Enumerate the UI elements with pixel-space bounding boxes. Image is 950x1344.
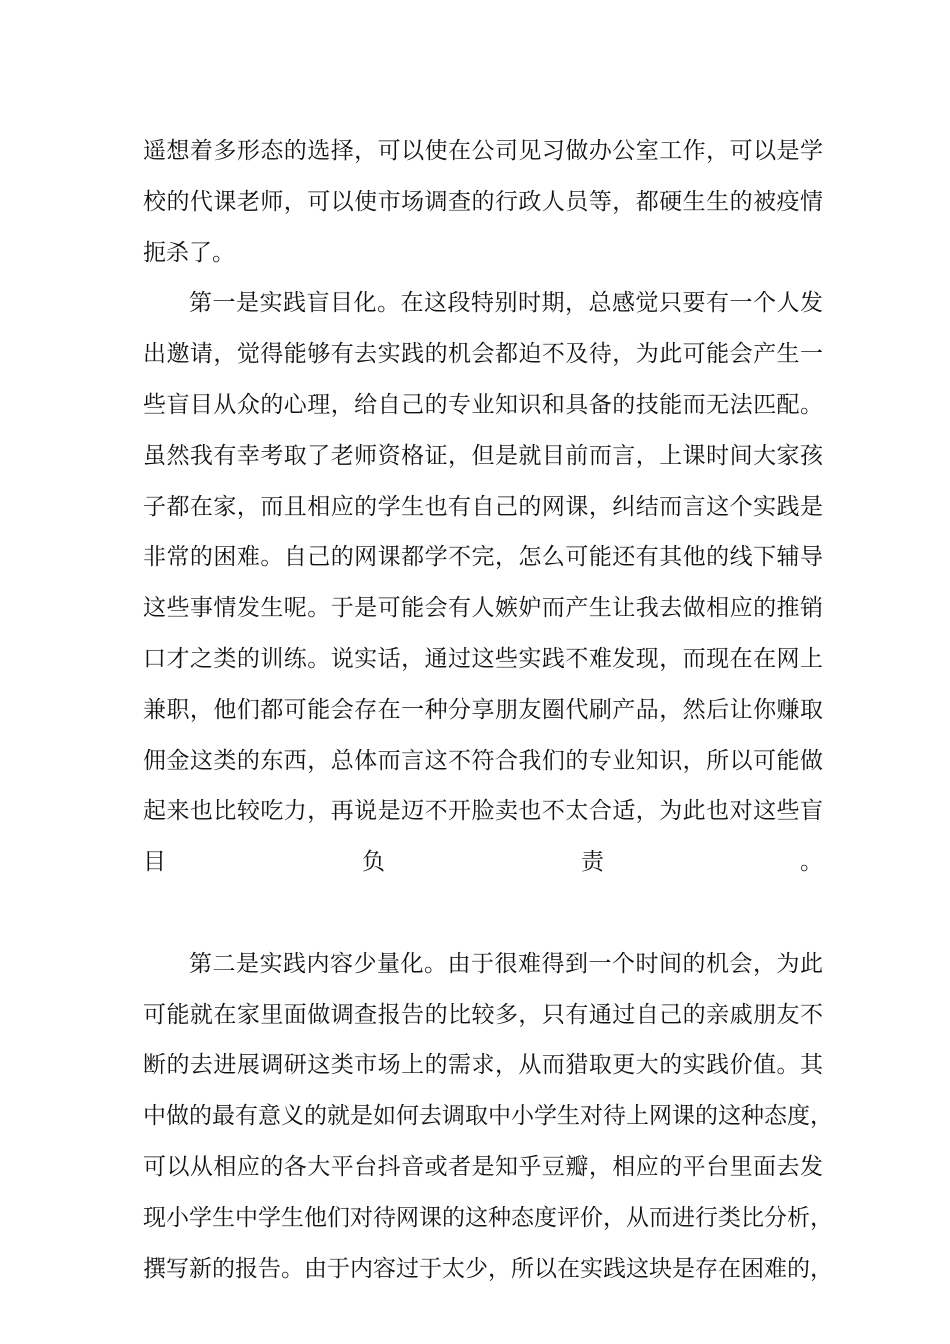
- text-line: 可能就在家里面做调查报告的比较多，只有通过自己的亲戚朋友不: [143, 1001, 823, 1028]
- text-line: 撰写新的报告。由于内容过于太少，所以在实践这块是存在困难的，: [143, 1255, 833, 1282]
- text-line: 出邀请，觉得能够有去实践的机会都迫不及待，为此可能会产生一: [143, 341, 823, 368]
- text-line: 遥想着多形态的选择，可以使在公司见习做办公室工作，可以是学: [143, 138, 823, 164]
- text-line: [143, 888, 823, 939]
- text-line: 兼职，他们都可能会存在一种分享朋友圈代刷产品，然后让你赚取: [143, 696, 823, 723]
- text-line: 校的代课老师，可以使市场调查的行政人员等，都硬生生的被疫情: [143, 188, 823, 215]
- text-line: 目负责。: [143, 849, 823, 876]
- paragraph-1: [143, 126, 823, 278]
- text-line: 第二是实践内容少量化。由于很难得到一个时间的机会，为此: [189, 950, 823, 977]
- text-line: 这些事情发生呢。于是可能会有人嫉妒而产生让我去做相应的推销: [143, 595, 823, 622]
- text-line: 第一是实践盲目化。在这段特别时期，总感觉只要有一个人发: [189, 290, 823, 317]
- body-text: [143, 126, 833, 1294]
- text-line: 非常的困难。自己的网课都学不完，怎么可能还有其他的线下辅导: [143, 544, 823, 571]
- text-line: 中做的最有意义的就是如何去调取中小学生对待上网课的这种态度，: [143, 1103, 833, 1130]
- text-line: 可以从相应的各大平台抖音或者是知乎豆瓣，相应的平台里面去发: [143, 1153, 823, 1180]
- text-line: 子都在家，而且相应的学生也有自己的网课，纠结而言这个实践是: [143, 493, 823, 520]
- text-line: 口才之类的训练。说实话，通过这些实践不难发现，而现在在网上: [143, 645, 823, 672]
- text-line: 扼杀了。: [143, 239, 235, 266]
- text-line: 些盲目从众的心理，给自己的专业知识和具备的技能而无法匹配。: [143, 391, 823, 418]
- text-line: 现小学生中学生他们对待网课的这种态度评价，从而进行类比分析，: [143, 1204, 833, 1231]
- paragraph-2: [143, 278, 823, 938]
- text-line: 断的去进展调研这类市场上的需求，从而猎取更大的实践价值。其: [143, 1052, 823, 1079]
- text-line: 起来也比较吃力，再说是迈不开脸卖也不太合适，为此也对这些盲: [143, 798, 823, 825]
- paragraph-3: [143, 939, 833, 1295]
- text-line: 虽然我有幸考取了老师资格证，但是就目前而言，上课时间大家孩: [143, 442, 823, 469]
- text-line: 佣金这类的东西，总体而言这不符合我们的专业知识，所以可能做: [143, 747, 823, 774]
